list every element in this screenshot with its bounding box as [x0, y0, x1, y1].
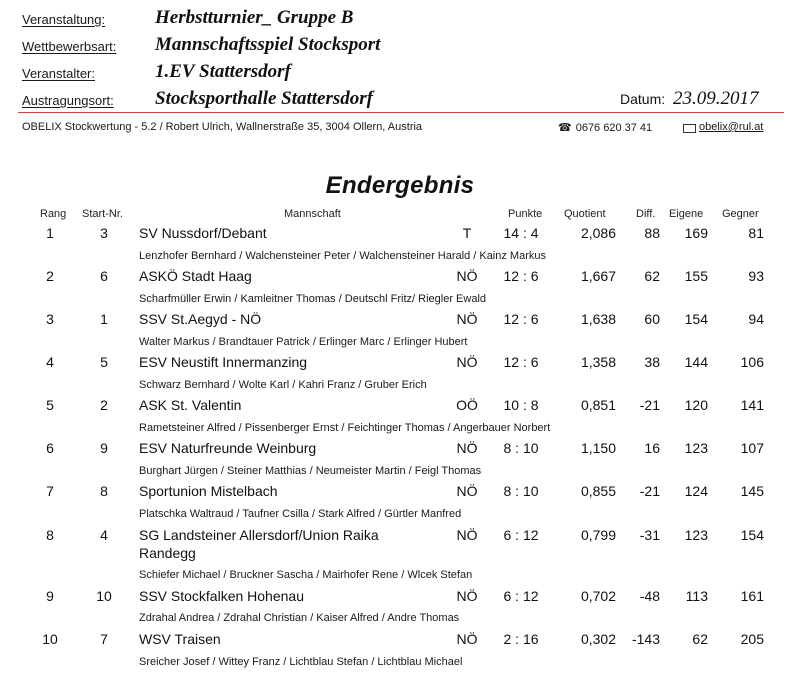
cell-diff: -21: [639, 483, 660, 499]
cell-diff: 88: [644, 225, 660, 241]
cell-land: NÖ: [456, 354, 478, 370]
cell-gegner: 94: [748, 311, 764, 327]
cell-land: NÖ: [456, 527, 478, 543]
cell-diff: 38: [644, 354, 660, 370]
phone-number: 0676 620 37 41: [575, 121, 653, 134]
cell-quotient: 0,302: [580, 631, 616, 647]
cell-land: NÖ: [456, 268, 478, 284]
cell-land: NÖ: [456, 483, 478, 499]
cell-quotient: 1,358: [580, 354, 616, 370]
meta-value-austragungsort: Stocksporthalle Stattersdorf: [155, 88, 373, 109]
cell-rang: 8: [46, 527, 54, 543]
cell-start-nr: 1: [100, 311, 108, 327]
cell-start-nr: 7: [100, 631, 108, 647]
cell-gegner: 161: [740, 588, 764, 604]
cell-start-nr: 6: [100, 268, 108, 284]
cell-eigene: 155: [684, 268, 708, 284]
cell-team-name: WSV Traisen: [139, 631, 221, 647]
cell-quotient: 0,799: [580, 527, 616, 543]
cell-rang: 10: [42, 631, 58, 647]
email-info: [683, 121, 763, 133]
cell-gegner: 93: [748, 268, 764, 284]
cell-team-name: Sportunion Mistelbach: [139, 483, 278, 499]
telephone-icon: ☎: [558, 122, 572, 134]
cell-team-name: SV Nussdorf/Debant: [139, 225, 267, 241]
cell-start-nr: 8: [100, 483, 108, 499]
cell-gegner: 145: [740, 483, 764, 499]
cell-team-name: SSV St.Aegyd - NÖ: [139, 311, 262, 327]
cell-punkte: 14 : 4: [503, 225, 539, 241]
cell-team-name: SG Landsteiner Allersdorf/Union Raika Randegg: [139, 527, 379, 561]
cell-punkte: 8 : 10: [503, 483, 539, 499]
cell-team-name: ASK St. Valentin: [139, 397, 242, 413]
header-start: Start-Nr.: [82, 208, 123, 220]
cell-gegner: 81: [748, 225, 764, 241]
cell-players: Platschka Waltraud / Taufner Csilla / Stark Alfred / Gürtler Manfred: [139, 508, 462, 520]
cell-start-nr: 4: [100, 527, 108, 543]
cell-gegner: 106: [740, 354, 764, 370]
cell-eigene: 144: [684, 354, 708, 370]
cell-start-nr: 5: [100, 354, 108, 370]
meta-label-veranstaltung: Veranstaltung:: [22, 12, 106, 27]
cell-start-nr: 2: [100, 397, 108, 413]
cell-gegner: 205: [740, 631, 764, 647]
cell-diff: -31: [639, 527, 660, 543]
cell-quotient: 2,086: [580, 225, 616, 241]
cell-rang: 3: [46, 311, 54, 327]
cell-team-name: ESV Neustift Innermanzing: [139, 354, 308, 370]
cell-diff: -48: [639, 588, 660, 604]
datum-value: 23.09.2017: [673, 88, 759, 109]
cell-land: T: [462, 225, 472, 241]
cell-eigene: 120: [684, 397, 708, 413]
cell-quotient: 1,667: [580, 268, 616, 284]
cell-punkte: 12 : 6: [503, 311, 539, 327]
cell-diff: 60: [644, 311, 660, 327]
cell-team-name: SSV Stockfalken Hohenau: [139, 588, 304, 604]
header-quotient: Quotient: [564, 208, 606, 220]
meta-label-austragungsort: Austragungsort:: [22, 93, 114, 108]
cell-punkte: 6 : 12: [503, 588, 539, 604]
cell-gegner: 141: [740, 397, 764, 413]
cell-land: OÖ: [456, 397, 478, 413]
cell-rang: 9: [46, 588, 54, 604]
cell-team-name: ASKÖ Stadt Haag: [139, 268, 252, 284]
cell-eigene: 123: [684, 440, 708, 456]
header-eigene: Eigene: [669, 208, 704, 220]
cell-start-nr: 3: [100, 225, 108, 241]
cell-players: Schwarz Bernhard / Wolte Karl / Kahri Franz / Gruber Erich: [139, 379, 427, 391]
cell-rang: 5: [46, 397, 54, 413]
cell-quotient: 0,702: [580, 588, 616, 604]
cell-eigene: 62: [692, 631, 708, 647]
cell-diff: 62: [644, 268, 660, 284]
cell-land: NÖ: [456, 311, 478, 327]
envelope-icon: [683, 124, 696, 133]
cell-diff: 16: [644, 440, 660, 456]
software-info: OBELIX Stockwertung - 5.2 / Robert Ulrich, Wallnerstraße 35, 3004 Ollern, Austria: [22, 121, 423, 133]
cell-land: NÖ: [456, 588, 478, 604]
cell-players: Rametsteiner Alfred / Pissenberger Ernst / Feichtinger Thomas / Angerbauer Norbert: [139, 422, 551, 434]
cell-players: Lenzhofer Bernhard / Walchensteiner Peter / Walchensteiner Harald / Kainz Markus: [139, 250, 546, 262]
cell-players: Walter Markus / Brandtauer Patrick / Erlinger Marc / Erlinger Hubert: [139, 336, 468, 348]
cell-rang: 6: [46, 440, 54, 456]
meta-label-wettbewerbsart: Wettbewerbsart:: [22, 39, 117, 54]
cell-punkte: 12 : 6: [503, 354, 539, 370]
cell-quotient: 1,638: [580, 311, 616, 327]
meta-value-veranstaltung: Herbstturnier_ Gruppe B: [155, 7, 354, 28]
cell-eigene: 113: [685, 588, 708, 604]
meta-value-wettbewerbsart: Mannschaftsspiel Stocksport: [155, 34, 381, 55]
cell-players: Scharfmüller Erwin / Kamleitner Thomas / Deutschl Fritz/ Riegler Ewald: [139, 293, 487, 305]
datum-label: Datum:: [620, 91, 666, 107]
cell-quotient: 0,851: [580, 397, 616, 413]
cell-eigene: 123: [684, 527, 708, 543]
cell-eigene: 124: [684, 483, 708, 499]
cell-rang: 7: [46, 483, 54, 499]
cell-punkte: 8 : 10: [503, 440, 539, 456]
email-address: obelix@rul.at: [699, 121, 764, 133]
cell-diff: -143: [631, 631, 660, 647]
cell-punkte: 10 : 8: [503, 397, 539, 413]
cell-team-name: ESV Naturfreunde Weinburg: [139, 440, 317, 456]
cell-players: Schiefer Michael / Bruckner Sascha / Mairhofer Rene / Wlcek Stefan: [139, 569, 473, 581]
phone-info: [558, 121, 652, 134]
cell-eigene: 169: [684, 225, 708, 241]
cell-players: Sreicher Josef / Wittey Franz / Lichtblau Stefan / Lichtblau Michael: [139, 656, 463, 668]
cell-land: NÖ: [456, 440, 478, 456]
header-divider: [18, 112, 784, 113]
header-diff: Diff.: [636, 208, 656, 220]
page-title: Endergebnis: [325, 172, 475, 199]
cell-quotient: 1,150: [580, 440, 616, 456]
cell-eigene: 154: [684, 311, 708, 327]
meta-value-veranstalter: 1.EV Stattersdorf: [155, 61, 291, 82]
cell-start-nr: 10: [96, 588, 112, 604]
cell-rang: 4: [46, 354, 54, 370]
cell-gegner: 154: [740, 527, 764, 543]
header-gegner: Gegner: [722, 208, 759, 220]
header-rang: Rang: [40, 208, 67, 220]
cell-start-nr: 9: [100, 440, 108, 456]
cell-gegner: 107: [740, 440, 764, 456]
meta-label-veranstalter: Veranstalter:: [22, 66, 95, 81]
cell-diff: -21: [639, 397, 660, 413]
cell-land: NÖ: [456, 631, 478, 647]
cell-players: Burghart Jürgen / Steiner Matthias / Neumeister Martin / Feigl Thomas: [139, 465, 482, 477]
cell-rang: 1: [46, 225, 54, 241]
header-team: Mannschaft: [284, 208, 341, 220]
cell-rang: 2: [46, 268, 54, 284]
cell-punkte: 12 : 6: [503, 268, 539, 284]
header-punkte: Punkte: [508, 208, 543, 220]
cell-punkte: 6 : 12: [503, 527, 539, 543]
cell-punkte: 2 : 16: [503, 631, 539, 647]
cell-quotient: 0,855: [580, 483, 616, 499]
cell-players: Zdrahal Andrea / Zdrahal Christian / Kaiser Alfred / Andre Thomas: [139, 612, 460, 624]
